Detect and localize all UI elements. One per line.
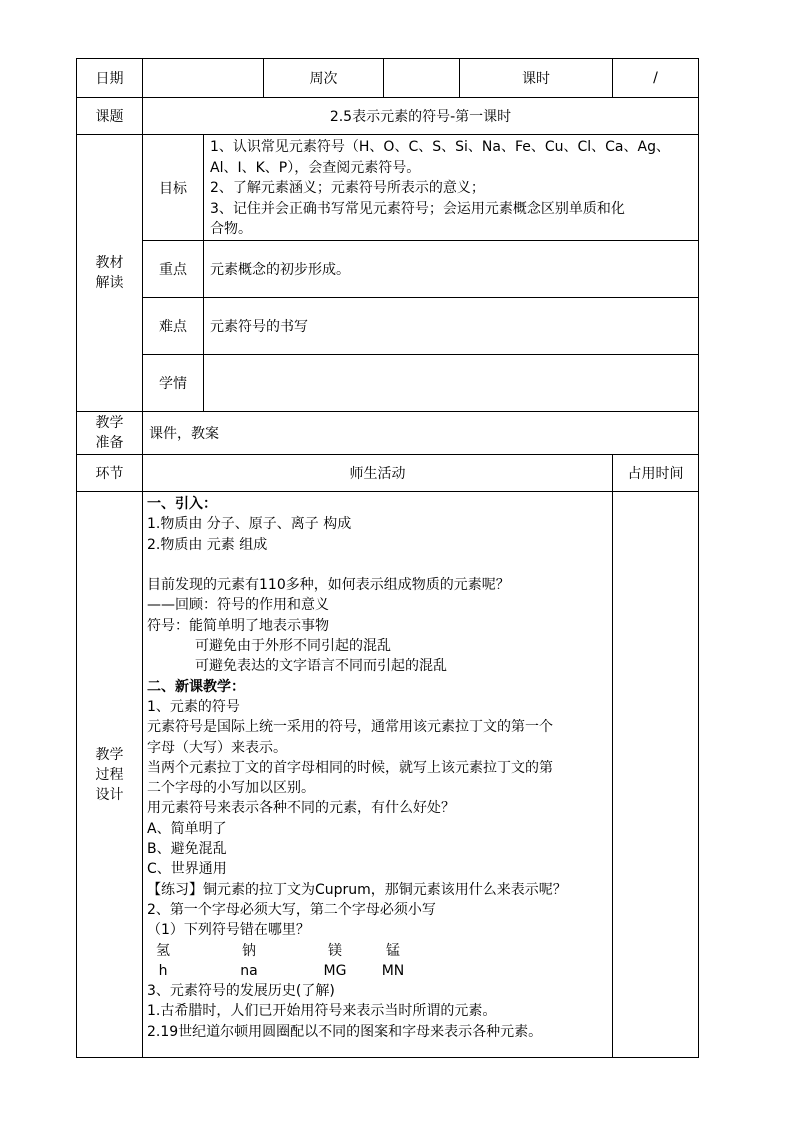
section-heading: 一、引入： [147,496,217,512]
goal-line: Al、I、K、P），会查阅元素符号。 [210,159,421,176]
key-row [77,241,699,298]
goal-line: 1、认识常见元素符号（H、O、C、S、Si、Na、Fe、Cu、Cl、Ca、Ag、 [210,139,670,155]
element-names-row [147,941,608,961]
process-label [77,492,143,1058]
process-label-line2: 过程 [95,766,124,783]
date-label: 日期 [77,59,143,98]
content-line: 1、元素的符号 [147,698,240,715]
prep-label-line2: 准备 [95,435,124,451]
element-symbol: MN [381,962,405,979]
section-heading: 二、新课教学： [147,678,245,695]
goal-line: 3、记住并会正确书写常见元素符号；会运用元素概念区别单质和化 [210,200,625,217]
element-name: 镁 [328,942,342,959]
content-line: 1.物质由 分子、原子、离子 构成 [147,516,352,533]
content-line: 2、第一个字母必须大写，第二个字母必须小写 [147,901,436,918]
content-line: 目前发现的元素有110多种，如何表示组成物质的元素呢？ [147,577,510,594]
content-line: 符号：能简单明了地表示事物 [147,617,329,634]
situation-label: 学情 [143,355,204,412]
element-name: 氢 [156,942,170,959]
difficulty-label: 难点 [143,298,204,355]
prep-label-line1: 教学 [95,415,124,431]
time-column-header: 占用时间 [613,455,699,492]
section-column-header: 环节 [77,455,143,492]
period-value: / [613,59,699,98]
period-label: 课时 [460,59,613,98]
material-label [77,135,143,412]
blank-line [147,555,608,575]
content-line: 2.19世纪道尔顿用圆圈配以不同的图案和字母来表示各种元素。 [147,1023,543,1040]
time-value [613,492,699,1058]
difficulty-value: 元素符号的书写 [204,298,699,355]
lesson-plan-table [76,58,699,1058]
content-line: 二个字母的小写加以区别。 [147,780,315,797]
goal-label: 目标 [143,135,204,241]
prep-value: 课件，教案 [143,412,699,455]
content-line: 字母（大写）来表示。 [147,739,287,756]
week-value [384,59,460,98]
activity-column-header: 师生活动 [143,455,613,492]
content-line: 可避免表达的文字语言不同而引起的混乱 [195,658,447,675]
goal-line: 合物。 [210,221,252,237]
content-line: 1.古希腊时，人们已开始用符号来表示当时所谓的元素。 [147,1003,497,1020]
material-label-line2: 解读 [95,275,124,291]
content-line: 元素符号是国际上统一采用的符号，通常用该元素拉丁文的第一个 [147,719,553,736]
element-symbol: h [158,962,168,979]
element-name: 锰 [386,942,400,959]
content-line: 用元素符号来表示各种不同的元素，有什么好处？ [147,800,455,817]
week-label: 周次 [264,59,384,98]
content-line: C、世界通用 [147,861,227,878]
process-label-line1: 教学 [95,746,124,763]
prep-label [77,412,143,455]
goal-line: 2、了解元素涵义；元素符号所表示的意义； [210,180,485,196]
topic-row [77,98,699,135]
goal-content [204,135,699,241]
difficulty-row [77,298,699,355]
goal-row [77,135,699,241]
date-value [143,59,264,98]
element-name: 钠 [242,942,256,959]
content-line: （1）下列符号错在哪里？ [147,922,310,939]
content-line: 【练习】铜元素的拉丁文为Cuprum，那铜元素该用什么来表示呢？ [147,881,567,898]
element-symbols-row [147,961,608,981]
key-label: 重点 [143,241,204,298]
content-line: B、避免混乱 [147,841,227,858]
process-label-line3: 设计 [95,786,124,803]
situation-value [204,355,699,412]
key-value: 元素概念的初步形成。 [204,241,699,298]
situation-row [77,355,699,412]
content-line: 2.物质由 元素 组成 [147,536,268,553]
content-line: 当两个元素拉丁文的首字母相同的时候，就写上该元素拉丁文的第 [147,759,553,776]
element-symbol: MG [323,962,347,979]
topic-label: 课题 [77,98,143,135]
content-line: 3、元素符号的发展历史(了解) [147,983,335,1000]
content-line: 可避免由于外形不同引起的混乱 [195,638,391,655]
content-line: A、简单明了 [147,820,227,837]
topic-value: 2.5表示元素的符号-第一课时 [143,98,699,135]
column-header-row [77,455,699,492]
element-symbol: na [240,962,258,979]
prep-row [77,412,699,455]
material-label-line1: 教材 [95,255,124,271]
header-row [77,59,699,98]
process-row [77,492,699,1058]
activity-content [143,492,613,1058]
content-line: ——回顾：符号的作用和意义 [147,597,329,614]
